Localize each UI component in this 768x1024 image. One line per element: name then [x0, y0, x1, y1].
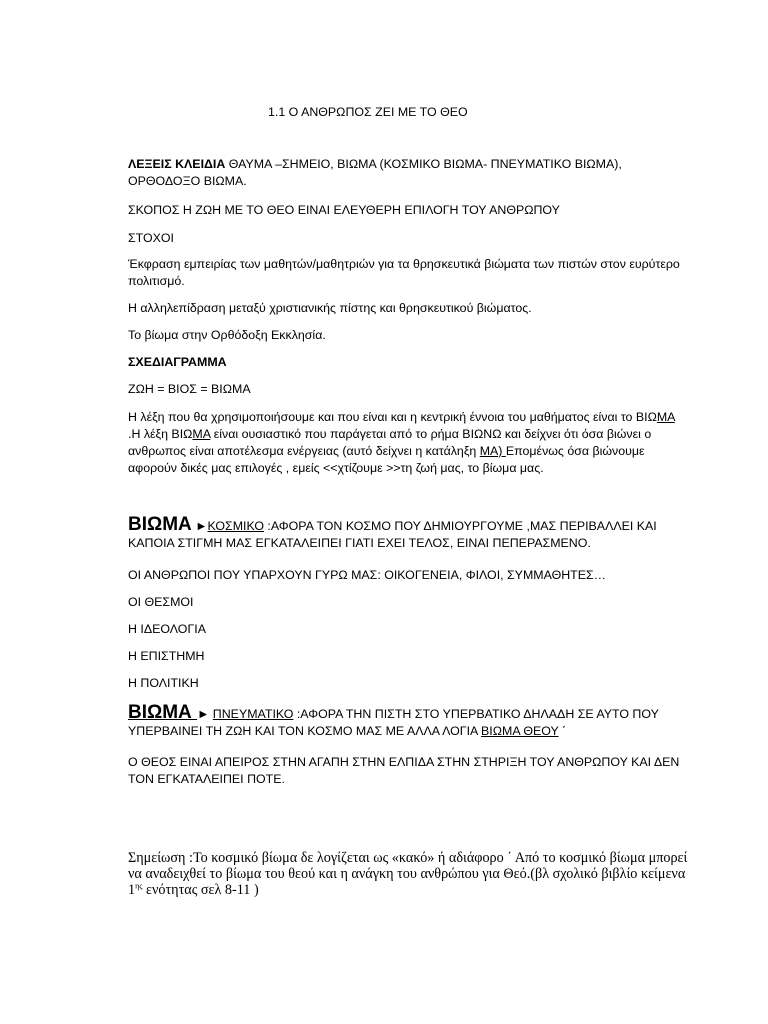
- explanation-text: .Η λέξη ΒΙΩ: [128, 427, 193, 441]
- spiritual-label: ΠΝΕΥΜΑΤΙΚΟ: [212, 707, 294, 721]
- note-superscript: ης: [135, 881, 143, 891]
- spiritual-text: :ΑΦΟΡΑ ΤΗΝ ΠΙΣΤΗ ΣΤΟ ΥΠΕΡΒΑΤΙΚΟ ΔΗΛΑΔΗ ΣΕ ΑΥΤΟ ΠΟΥ ΥΠΕΡΒΑΙΝΕΙ ΤΗ ΖΩΗ ΚΑΙ ΤΟΝ ΚΟΣΜΟ ΜΑΣ ΜΕ ΑΛΛΑ ΛΟΓΙΑ: [128, 707, 659, 738]
- keywords-paragraph: [128, 156, 684, 190]
- cosmic-heading: ΒΙΩΜΑ: [128, 514, 192, 535]
- goal-item: Η αλληλεπίδραση μεταξύ χριστιανικής πίστης και θρησκευτικού βιώματος.: [128, 301, 532, 315]
- cosmic-list-item: ΟΙ ΑΝΘΡΩΠΟΙ ΠΟΥ ΥΠΑΡΧΟΥΝ ΓΥΡΩ ΜΑΣ: ΟΙΚΟΓΕΝΕΙΑ, ΦΙΛΟΙ, ΣΥΜΜΑΘΗΤΕΣ…: [128, 568, 607, 582]
- page-title: 1.1 Ο ΑΝΘΡΩΠΟΣ ΖΕΙ ΜΕ ΤΟ ΘΕΟ: [268, 105, 468, 119]
- explanation-text: Η λέξη που θα χρησιμοποιήσουμε και που είναι και η κεντρική έννοια του μαθήματος είναι το ΒΙΩ: [128, 410, 657, 424]
- note-paragraph: [128, 850, 698, 898]
- cosmic-label: ΚΟΣΜΙΚΟ: [207, 519, 264, 533]
- keywords-text: ΘΑΥΜΑ –ΣΗΜΕΙΟ, ΒΙΩΜΑ (ΚΟΣΜΙΚΟ ΒΙΩΜΑ- ΠΝΕΥΜΑΤΙΚΟ ΒΙΩΜΑ), ΟΡΘΟΔΟΞΟ ΒΙΩΜΑ.: [128, 157, 622, 188]
- cosmic-list-item: Η ΕΠΙΣΤΗΜΗ: [128, 649, 205, 663]
- explanation-underlined: ΜΑ: [192, 427, 211, 441]
- god-statement: Ο ΘΕΟΣ ΕΙΝΑΙ ΑΠΕΙΡΟΣ ΣΤΗΝ ΑΓΑΠΗ ΣΤΗΝ ΕΛΠΙΔΑ ΣΤΗΝ ΣΤΗΡΙΞΗ ΤΟΥ ΑΝΘΡΩΠΟΥ ΚΑΙ ΔΕΝ ΤΟΝ ΕΓΚΑΤΑΛΕΙΠΕΙ ΠΟΤΕ.: [128, 755, 680, 786]
- explanation-text: Επομένως όσα βιώνουμε αφορούν δικές μας επιλογές , εμείς <<χτίζουμε >>τη ζωή μας, το βίωμα μας.: [128, 444, 645, 475]
- cosmic-list-item: Η ΙΔΕΟΛΟΓΙΑ: [128, 622, 206, 636]
- spiritual-experience-paragraph: [128, 704, 684, 740]
- purpose-line: ΣΚΟΠΟΣ Η ΖΩΗ ΜΕ ΤΟ ΘΕΟ ΕΙΝΑΙ ΕΛΕΥΘΕΡΗ ΕΠΙΛΟΓΗ ΤΟΥ ΑΝΘΡΩΠΟΥ: [128, 203, 560, 217]
- spiritual-underlined-end: ΒΙΩΜΑ ΘΕΟΥ: [481, 724, 559, 738]
- equation-line: ΖΩΗ = ΒΙΟΣ = ΒΙΩΜΑ: [128, 382, 251, 396]
- cosmic-text: :ΑΦΟΡΑ ΤΟΝ ΚΟΣΜΟ ΠΟΥ ΔΗΜΙΟΥΡΓΟΥΜΕ ,ΜΑΣ ΠΕΡΙΒΑΛΛΕΙ ΚΑΙ ΚΑΠΟΙΑ ΣΤΙΓΜΗ ΜΑΣ ΕΓΚΑΤΑΛΕΙΠΕΙ ΓΙΑΤΙ ΕΧΕΙ ΤΕΛΟΣ, ΕΙΝΑΙ ΠΕΠΕΡΑΣΜΕΝΟ.: [128, 519, 657, 550]
- explanation-underlined: ΜΑ: [656, 410, 675, 424]
- keywords-label: ΛΕΞΕΙΣ ΚΛΕΙΔΙΑ: [128, 157, 226, 171]
- explanation-paragraph: [128, 409, 684, 477]
- arrow-icon: ►: [197, 707, 213, 721]
- goal-item: Έκφραση εμπειρίας των μαθητών/μαθητριών για τα θρησκευτικά βιώματα των πιστών στον ευρύτερο πολιτισμό.: [128, 257, 680, 288]
- note-end: ενότητας σελ 8-11 ): [142, 882, 259, 898]
- goals-heading: ΣΤΟΧΟΙ: [128, 231, 174, 245]
- cosmic-experience-paragraph: [128, 516, 684, 552]
- explanation-underlined: ΜΑ): [479, 444, 506, 458]
- cosmic-list-item: Η ΠΟΛΙΤΙΚΗ: [128, 676, 199, 690]
- spiritual-tail: ΄: [558, 724, 567, 738]
- cosmic-list-item: ΟΙ ΘΕΣΜΟΙ: [128, 595, 194, 609]
- spiritual-heading: ΒΙΩΜΑ: [128, 702, 198, 723]
- arrow-icon: ►: [191, 519, 208, 533]
- note-text: Σημείωση :Το κοσμικό βίωμα δε λογίζεται ως «κακό» ή αδιάφορο ΄ Από το κοσμικό βίωμα μπορεί να αναδειχθεί το βίωμα του θεού και η ανάγκη του ανθρώπου για Θεό.(βλ σχολικό βιβλίο κείμενα 1: [128, 850, 688, 898]
- explanation-text: είναι ουσιαστικό που παράγεται από το ρήμα ΒΙΩΝΩ και δείχνει ότι όσα βιώνει ο ανθρωπος είναι αποτέλεσμα ενέργειας (αυτό δείχνει η κατάληξη: [128, 427, 652, 458]
- outline-heading: ΣΧΕΔΙΑΓΡΑΜΜΑ: [128, 355, 227, 369]
- goal-item: Το βίωμα στην Ορθόδοξη Εκκλησία.: [128, 328, 326, 342]
